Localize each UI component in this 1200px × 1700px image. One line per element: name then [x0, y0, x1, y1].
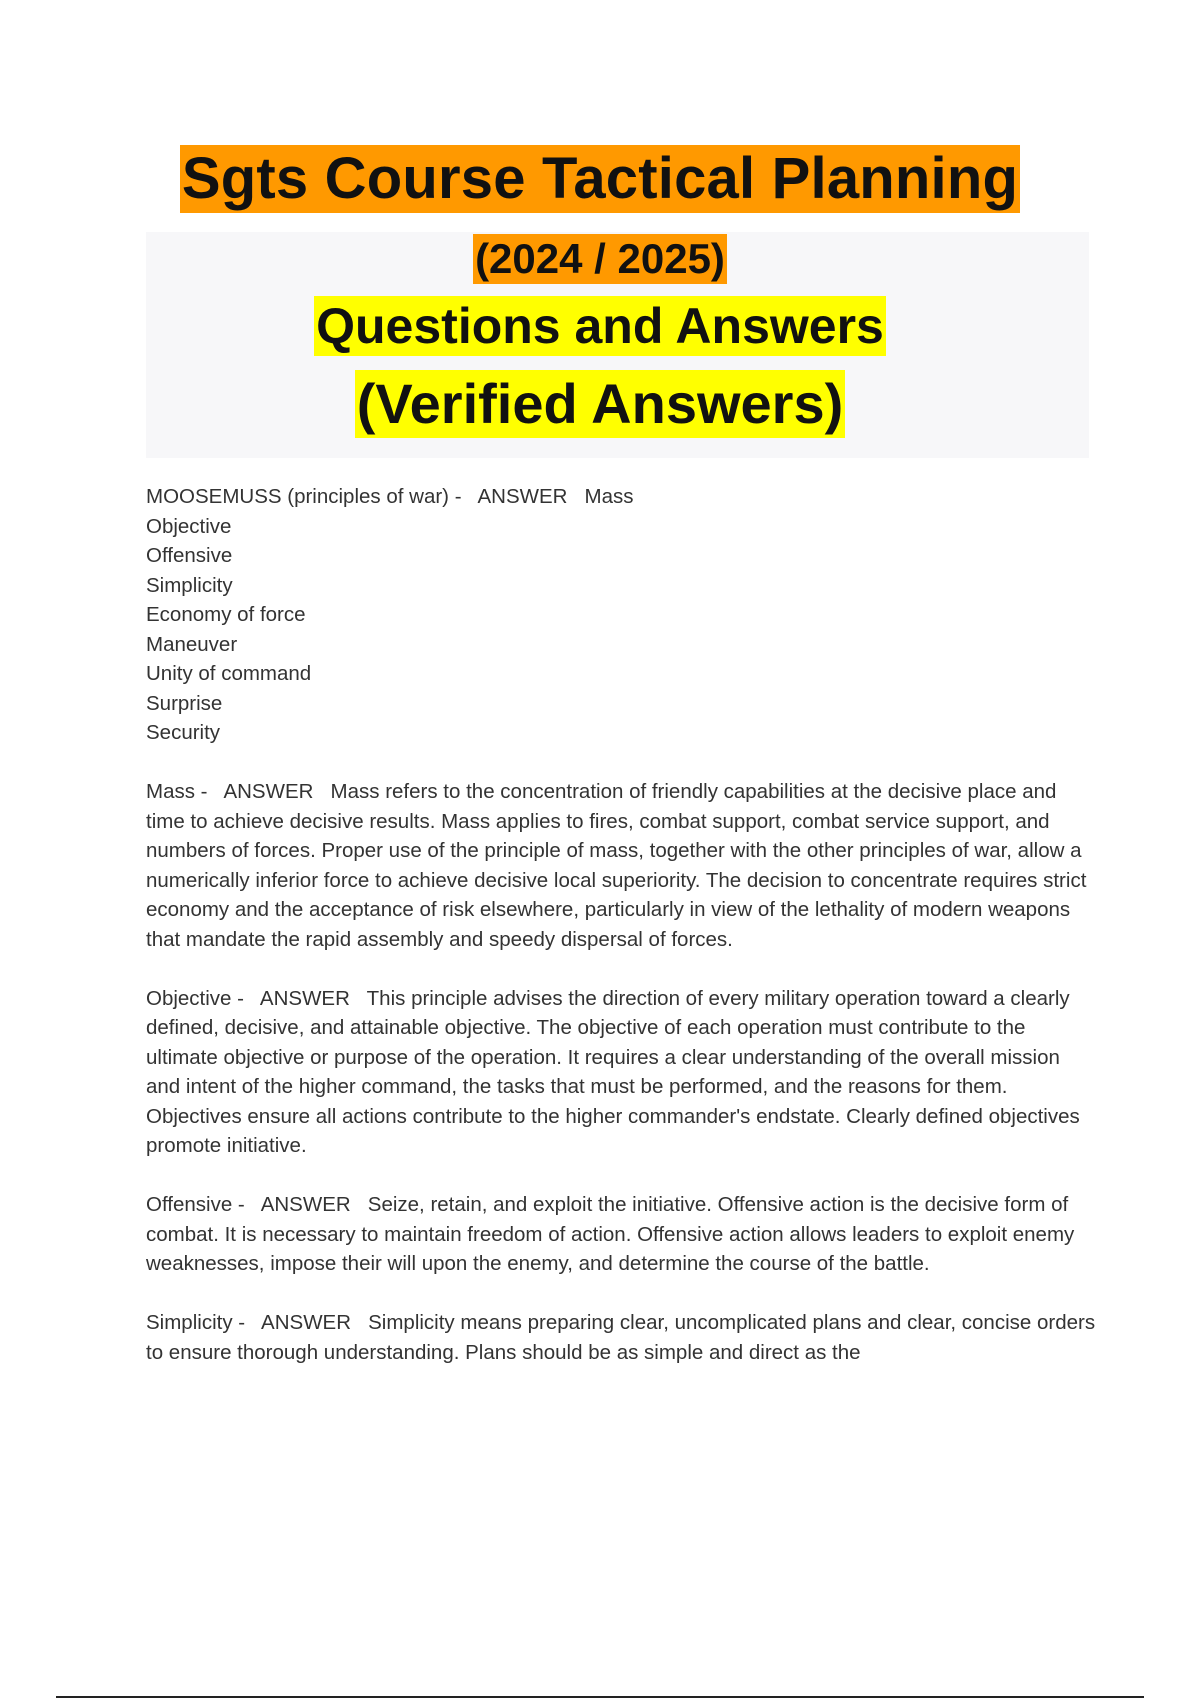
year-line	[0, 234, 1200, 284]
qa-answer: This principle advises the direction of every military operation toward a clearly defined, decisive, and attainable objective. The objective of each operation must contribute to the ultimate objective or purpose of the operation. It requires a clear understanding of the overall mission and intent of the higher command, the tasks that must be performed, and the reasons for them. Objectives ensure all actions contribute to the higher commander's endstate. Clearly defined objectives promote initiative.	[146, 986, 1080, 1157]
verified-line	[0, 370, 1200, 438]
qa-entry-simplicity	[146, 1308, 1096, 1367]
verified-label: (Verified Answers)	[355, 370, 846, 438]
principle-item: Economy of force	[146, 603, 306, 626]
qa-answer: Seize, retain, and exploit the initiative. Offensive action is the decisive form of combat. It is necessary to maintain freedom of action. Offensive action allows leaders to exploit enemy weaknesses, impose their will upon the enemy, and determine the course of the battle.	[146, 1193, 1075, 1275]
qa-entry-mass	[146, 777, 1096, 954]
qa-entry-moosemuss	[146, 482, 1096, 748]
document-title: Sgts Course Tactical Planning	[181, 146, 1019, 211]
principle-item: Surprise	[146, 691, 223, 715]
principle-item: Objective	[146, 514, 232, 538]
subtitle-line	[0, 296, 1200, 356]
qa-question: Mass - ANSWER	[146, 780, 331, 803]
principle-item: Maneuver	[146, 632, 238, 656]
document-subtitle: Questions and Answers	[316, 298, 884, 354]
page-bottom-rule	[56, 1696, 1144, 1698]
qa-question: Objective - ANSWER	[146, 986, 367, 1010]
qa-answer: Mass refers to the concentration of friendly capabilities at the decisive place and time to achieve decisive results. Mass applies to fires, combat support, combat service support, and numbers of forces. Proper use of the principle of mass, together with the other principles of war, allow a numerically inferior force to achieve decisive local superiority. The decision to concentrate requires strict economy and the acceptance of risk elsewhere, particularly in view of the lethality of modern weapons that mandate the rapid assembly and speedy dispersal of forces.	[146, 780, 1087, 951]
qa-question: MOOSEMUSS (principles of war) - ANSWER Mass	[146, 485, 634, 508]
principle-item: Security	[146, 721, 221, 744]
document-year: (2024 / 2025)	[475, 235, 725, 282]
qa-answer: Simplicity means preparing clear, uncomplicated plans and clear, concise orders to ensure thorough understanding. Plans should be as simple and direct as the	[146, 1311, 1096, 1364]
qa-question: Offensive - ANSWER	[146, 1193, 368, 1216]
principle-item: Simplicity	[146, 573, 233, 597]
qa-entry-offensive	[146, 1190, 1096, 1279]
title-line	[0, 145, 1200, 213]
qa-content	[146, 482, 1096, 1397]
principle-item: Offensive	[146, 544, 233, 567]
principle-item: Unity of command	[146, 662, 312, 685]
qa-entry-objective	[146, 984, 1096, 1161]
qa-question: Simplicity - ANSWER	[146, 1311, 369, 1334]
